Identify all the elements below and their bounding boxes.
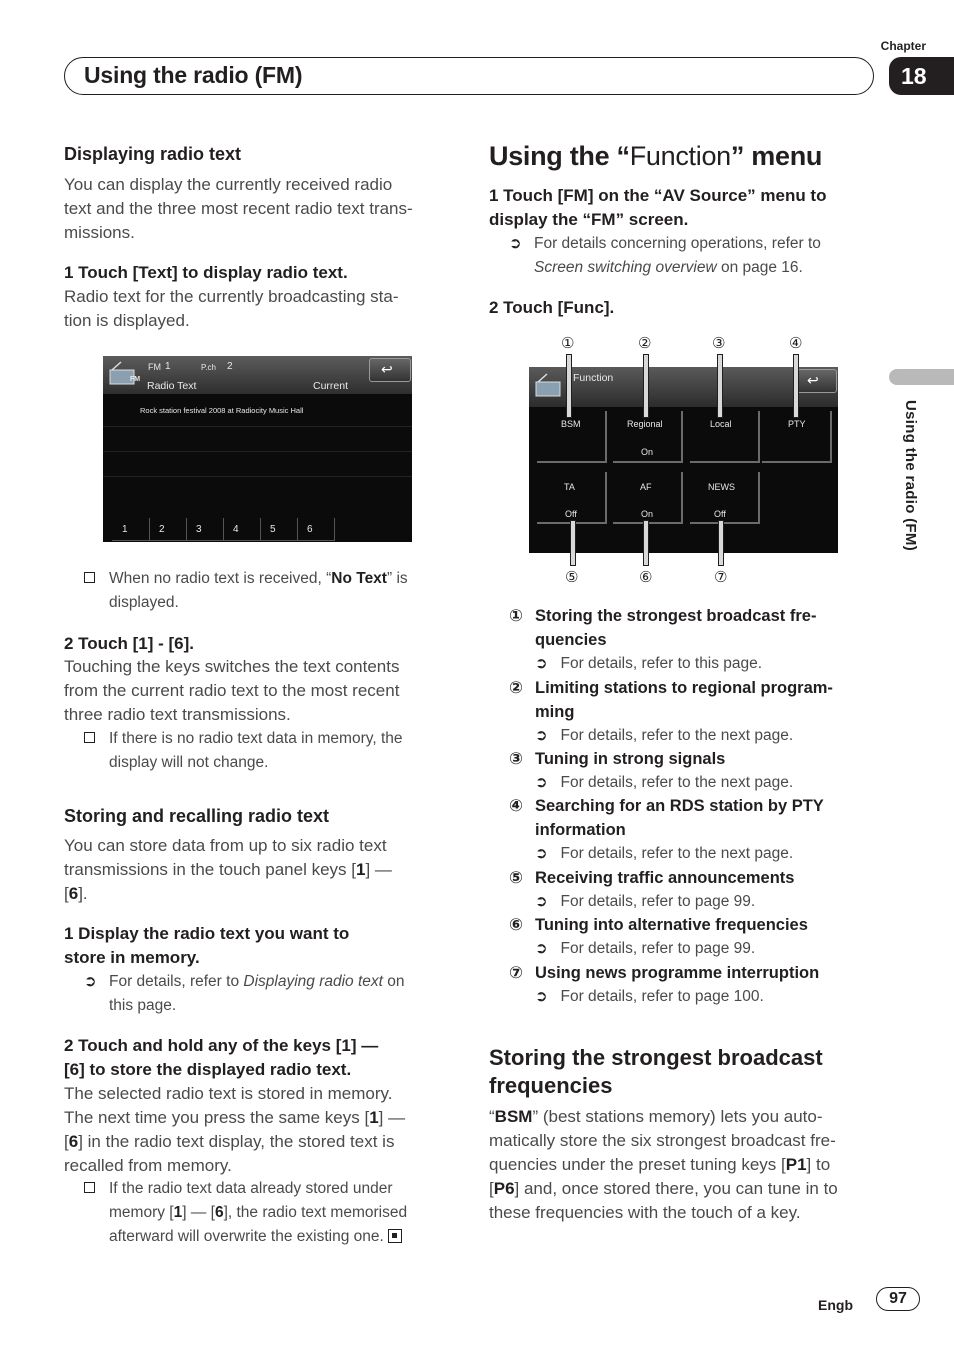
store-step-1-note: ➲ For details, refer to Displaying radio text on this page. <box>84 973 405 1014</box>
back-arrow-icon: ↩ <box>807 372 819 388</box>
back-arrow-icon: ↩ <box>381 361 393 377</box>
radio-text-screenshot <box>103 356 412 542</box>
note-no-text: When no radio text is received, “No Text” is displayed. <box>84 567 95 591</box>
callout-7: ⑦ <box>714 569 728 586</box>
section-title-displaying: Displaying radio text <box>64 144 242 164</box>
callout-5: ⑤ <box>565 569 579 586</box>
note-overwrite: If the radio text data already stored under memory [1] — [6], the radio text memorised afterward will overwrite the existing one. <box>84 1177 454 1201</box>
arrow-icon: ➲ <box>535 988 548 1005</box>
arrow-icon: ➲ <box>535 893 548 910</box>
af-key[interactable]: AF On <box>613 472 683 524</box>
end-mark-icon <box>388 1229 402 1243</box>
note-checkbox-icon <box>84 732 95 743</box>
band-number: 1 <box>165 361 171 372</box>
function-list <box>509 604 879 1009</box>
arrow-icon: ➲ <box>535 774 548 791</box>
preset-key-5[interactable]: 5 <box>260 518 298 541</box>
preset-key-1[interactable]: 1 <box>112 518 150 541</box>
arrow-icon: ➲ <box>535 727 548 744</box>
preset-key-6[interactable]: 6 <box>297 518 335 541</box>
fm-source-icon <box>533 372 569 402</box>
preset-key-3[interactable]: 3 <box>186 518 224 541</box>
fm-source-icon <box>107 360 143 390</box>
callout-line-4 <box>793 354 799 418</box>
preset-key-2[interactable]: 2 <box>149 518 187 541</box>
callout-line-7 <box>718 520 724 566</box>
side-tab-marker <box>889 369 954 385</box>
section-heading-bsm: Storing the strongest broadcast frequencies <box>489 1045 823 1098</box>
function-step-1: 1 Touch [FM] on the “AV Source” menu to display the “FM” screen. <box>489 186 827 229</box>
callout-line-5 <box>570 520 576 566</box>
store-step-1: 1 Display the radio text you want to store in memory. <box>64 924 350 967</box>
list-item: ⑥ Tuning into alternative frequencies ➲ For details, refer to page 99. <box>509 916 808 957</box>
page-title: Using the radio (FM) <box>84 62 303 88</box>
callout-line-1 <box>566 354 572 418</box>
callout-line-6 <box>643 520 649 566</box>
list-item: ⑤ Receiving traffic announcements ➲ For details, refer to page 99. <box>509 869 795 910</box>
store-step-2-body: The selected radio text is stored in memory. The next time you press the same keys [1] — [6] in the radio text display, the stored text is recalled from memory. <box>64 1084 406 1175</box>
function-step-2: 2 Touch [Func]. <box>489 298 615 317</box>
section-title-storing: Storing and recalling radio text <box>64 806 330 826</box>
section-body-storing: You can store data from up to six radio text transmissions in the touch panel keys [1] — [6]. <box>64 836 392 903</box>
callout-line-3 <box>717 354 723 418</box>
regional-key[interactable]: Regional On <box>613 411 683 463</box>
note-no-data: If there is no radio text data in memory, the display will not change. <box>84 727 454 751</box>
arrow-icon: ➲ <box>509 235 522 252</box>
callout-2: ② <box>638 335 652 352</box>
section-body-displaying: You can display the currently received radio text and the three most recent radio text trans- missions. <box>64 175 413 242</box>
step-1-body: Radio text for the currently broadcasting sta- tion is displayed. <box>64 287 399 330</box>
callout-line-2 <box>643 354 649 418</box>
bsm-key[interactable]: BSM <box>537 411 607 463</box>
arrow-icon: ➲ <box>84 973 97 990</box>
step-2-body: Touching the keys switches the text contents from the current radio text to the most recent three radio text transmissions. <box>64 657 400 724</box>
news-key[interactable]: NEWS Off <box>690 472 760 524</box>
chapter-number: 18 <box>889 57 954 95</box>
pty-key[interactable]: PTY <box>762 411 832 463</box>
list-item: ① Storing the strongest broadcast fre- quencies ➲ For details, refer to this page. <box>509 607 817 672</box>
function-step-1-note: ➲ For details concerning operations, refer to Screen switching overview on page 16. <box>509 235 821 276</box>
page-number: 97 <box>876 1287 920 1311</box>
note-checkbox-icon <box>84 572 95 583</box>
chapter-label: Chapter <box>880 39 926 53</box>
list-item: ⑦ Using news programme interruption ➲ For details, refer to page 100. <box>509 964 820 1005</box>
callout-4: ④ <box>789 335 803 352</box>
list-item: ③ Tuning in strong signals ➲ For details, refer to the next page. <box>509 750 794 791</box>
callout-6: ⑥ <box>639 569 653 586</box>
arrow-icon: ➲ <box>535 845 548 862</box>
function-title: Function <box>573 372 614 384</box>
local-key[interactable]: Local <box>690 411 760 463</box>
back-button[interactable] <box>795 369 837 393</box>
back-button[interactable] <box>369 358 411 382</box>
pch-label: P.ch <box>201 363 216 372</box>
side-tab-label: Using the radio (FM) <box>902 400 919 551</box>
arrow-icon: ➲ <box>535 655 548 672</box>
arrow-icon: ➲ <box>535 940 548 957</box>
store-step-2: 2 Touch and hold any of the keys [1] — [6] to store the displayed radio text. <box>64 1036 379 1079</box>
list-item: ④ Searching for an RDS station by PTY information ➲ For details, refer to the next page. <box>509 797 824 862</box>
callout-3: ③ <box>712 335 726 352</box>
ta-key[interactable]: TA Off <box>537 472 607 524</box>
callout-1: ① <box>561 335 575 352</box>
fm-label: FM <box>148 362 161 372</box>
step-2-text: 2 Touch [1] - [6]. <box>64 634 195 653</box>
footer-language: Engb <box>818 1297 853 1313</box>
list-item: ② Limiting stations to regional program- ming ➲ For details, refer to the next page. <box>509 679 833 744</box>
step-1-text: 1 Touch [Text] to display radio text. <box>64 263 348 282</box>
pch-number: 2 <box>227 361 233 372</box>
current-label: Current <box>313 380 349 392</box>
section-heading-function: Using the “Function” menu <box>489 141 823 171</box>
preset-key-4[interactable]: 4 <box>223 518 261 541</box>
radio-text-label: Radio Text <box>147 380 197 392</box>
note-checkbox-icon <box>84 1182 95 1193</box>
radio-text-message: Rock station festival 2008 at Radiocity Music Hall <box>140 406 304 415</box>
fm-badge: FM <box>130 376 141 383</box>
bsm-paragraph: “BSM” (best stations memory) lets you auto- matically store the six strongest broadcast fre- quencies under the preset tuning keys [P1] to [P6] and, once stored there, you can tune in to these frequencies with the touch of a key. <box>489 1107 838 1222</box>
